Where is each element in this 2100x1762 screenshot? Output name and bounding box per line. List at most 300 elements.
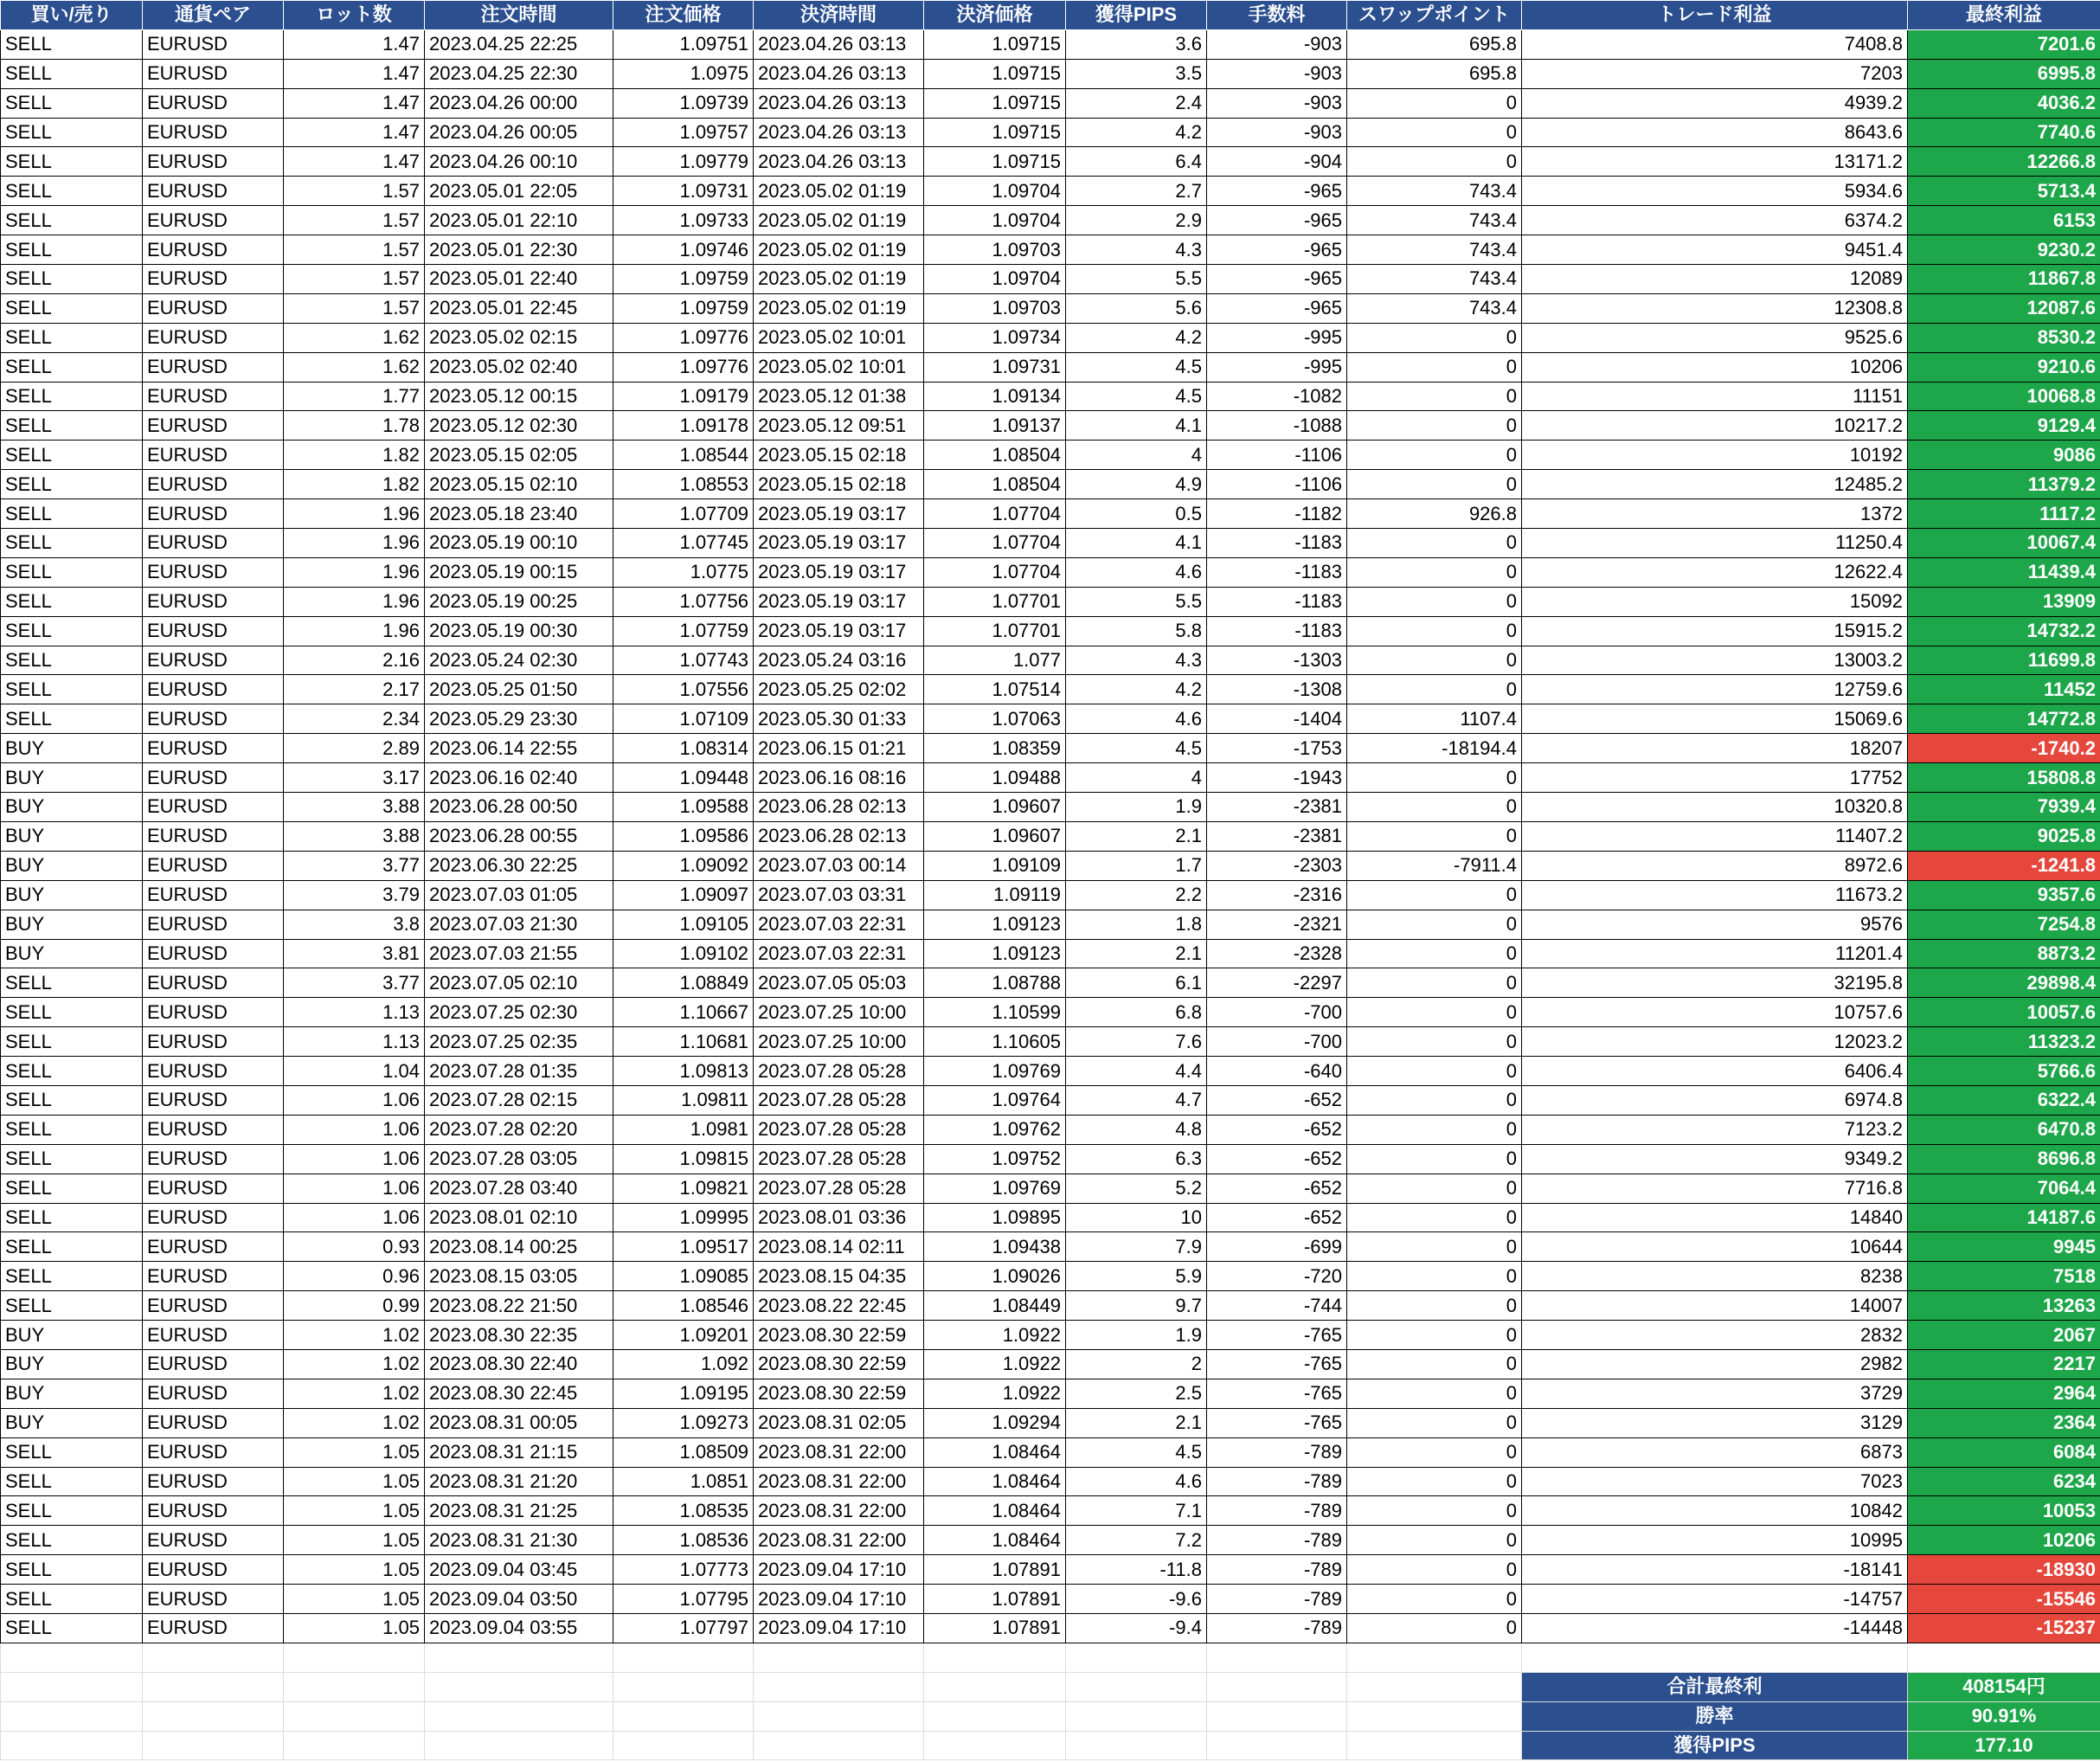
table-cell[interactable]: 2023.05.15 02:18	[754, 440, 924, 470]
table-cell[interactable]: 1.07701	[924, 616, 1066, 646]
table-cell[interactable]: -720	[1207, 1262, 1347, 1291]
table-cell[interactable]: -789	[1207, 1585, 1347, 1614]
empty-cell[interactable]	[1207, 1672, 1347, 1701]
table-cell[interactable]: 7.1	[1066, 1496, 1207, 1526]
table-cell[interactable]: 1.09752	[924, 1144, 1066, 1174]
table-cell[interactable]: EURUSD	[143, 1613, 284, 1643]
table-cell[interactable]: 1.08464	[924, 1437, 1066, 1467]
table-cell[interactable]: 1.09119	[924, 880, 1066, 910]
table-cell[interactable]: 2023.07.28 05:28	[754, 1115, 924, 1144]
table-cell[interactable]: 4	[1066, 763, 1207, 793]
final-profit-cell[interactable]: 6470.8	[1908, 1115, 2100, 1144]
table-cell[interactable]: 2023.05.01 22:45	[425, 293, 613, 323]
final-profit-cell[interactable]: 10068.8	[1908, 382, 2100, 411]
table-cell[interactable]: -903	[1207, 88, 1347, 118]
table-cell[interactable]: -965	[1207, 177, 1347, 206]
table-cell[interactable]: 1.07773	[613, 1555, 754, 1585]
table-cell[interactable]: 0	[1347, 1115, 1522, 1144]
table-cell[interactable]: SELL	[1, 1613, 143, 1643]
table-cell[interactable]: 1.09588	[613, 793, 754, 822]
table-cell[interactable]: 1.07891	[924, 1613, 1066, 1643]
final-profit-cell[interactable]: 12087.6	[1908, 293, 2100, 323]
table-cell[interactable]: 1.06	[284, 1115, 425, 1144]
table-cell[interactable]: 2023.05.19 00:30	[425, 616, 613, 646]
table-cell[interactable]: 7203	[1522, 59, 1908, 88]
table-cell[interactable]: 2023.05.02 02:15	[425, 323, 613, 352]
table-cell[interactable]: EURUSD	[143, 323, 284, 352]
table-cell[interactable]: 9.7	[1066, 1291, 1207, 1321]
final-profit-cell[interactable]: -1740.2	[1908, 734, 2100, 763]
table-cell[interactable]: 0	[1347, 1057, 1522, 1086]
table-cell[interactable]: 11201.4	[1522, 939, 1908, 968]
table-cell[interactable]: SELL	[1, 1467, 143, 1496]
table-cell[interactable]: 1.09294	[924, 1408, 1066, 1437]
table-cell[interactable]: BUY	[1, 1408, 143, 1437]
table-cell[interactable]: 1.09026	[924, 1262, 1066, 1291]
table-cell[interactable]: EURUSD	[143, 235, 284, 265]
empty-cell[interactable]	[1347, 1701, 1522, 1731]
table-cell[interactable]: 1.09586	[613, 821, 754, 851]
table-cell[interactable]: EURUSD	[143, 1144, 284, 1174]
final-profit-cell[interactable]: 11699.8	[1908, 646, 2100, 675]
table-cell[interactable]: 0	[1347, 1496, 1522, 1526]
table-cell[interactable]: 2023.07.03 21:55	[425, 939, 613, 968]
table-cell[interactable]: BUY	[1, 1349, 143, 1379]
table-cell[interactable]: 2023.08.14 02:11	[754, 1232, 924, 1262]
table-cell[interactable]: 1.0922	[924, 1321, 1066, 1350]
table-cell[interactable]: 2023.07.28 05:28	[754, 1144, 924, 1174]
empty-cell[interactable]	[1347, 1672, 1522, 1701]
table-cell[interactable]: EURUSD	[143, 557, 284, 587]
table-cell[interactable]: 4.2	[1066, 323, 1207, 352]
table-cell[interactable]: -765	[1207, 1349, 1347, 1379]
final-profit-cell[interactable]: 9086	[1908, 440, 2100, 470]
table-cell[interactable]: 15915.2	[1522, 616, 1908, 646]
table-cell[interactable]: 2023.06.16 02:40	[425, 763, 613, 793]
empty-cell[interactable]	[1347, 1643, 1522, 1672]
table-cell[interactable]: 1.47	[284, 88, 425, 118]
empty-cell[interactable]	[754, 1643, 924, 1672]
empty-cell[interactable]	[1908, 1643, 2100, 1672]
table-cell[interactable]: 1.04	[284, 1057, 425, 1086]
table-cell[interactable]: -765	[1207, 1408, 1347, 1437]
table-cell[interactable]: -700	[1207, 998, 1347, 1027]
empty-cell[interactable]	[1522, 1643, 1908, 1672]
table-cell[interactable]: 12759.6	[1522, 675, 1908, 704]
table-cell[interactable]: EURUSD	[143, 529, 284, 558]
table-cell[interactable]: 10192	[1522, 440, 1908, 470]
table-cell[interactable]: 2023.05.19 00:15	[425, 557, 613, 587]
table-cell[interactable]: 1.62	[284, 323, 425, 352]
table-cell[interactable]: 1.09085	[613, 1262, 754, 1291]
table-cell[interactable]: 1.09769	[924, 1174, 1066, 1203]
table-cell[interactable]: 7.6	[1066, 1027, 1207, 1057]
table-cell[interactable]: 1.07891	[924, 1555, 1066, 1585]
table-cell[interactable]: 1.09776	[613, 352, 754, 382]
table-cell[interactable]: 0	[1347, 147, 1522, 177]
table-cell[interactable]: 1.09438	[924, 1232, 1066, 1262]
table-cell[interactable]: 743.4	[1347, 265, 1522, 294]
table-cell[interactable]: EURUSD	[143, 968, 284, 998]
table-cell[interactable]: 1.08464	[924, 1467, 1066, 1496]
table-cell[interactable]: EURUSD	[143, 1526, 284, 1555]
table-cell[interactable]: 3.6	[1066, 29, 1207, 59]
table-cell[interactable]: 2023.08.31 21:20	[425, 1467, 613, 1496]
table-cell[interactable]: 10757.6	[1522, 998, 1908, 1027]
table-cell[interactable]: 1.08314	[613, 734, 754, 763]
empty-cell[interactable]	[425, 1643, 613, 1672]
table-cell[interactable]: 2023.04.26 00:05	[425, 118, 613, 147]
table-cell[interactable]: 2023.08.30 22:59	[754, 1379, 924, 1408]
table-cell[interactable]: 0	[1347, 88, 1522, 118]
table-cell[interactable]: -1308	[1207, 675, 1347, 704]
table-cell[interactable]: 0	[1347, 440, 1522, 470]
table-cell[interactable]: EURUSD	[143, 880, 284, 910]
empty-cell[interactable]	[1207, 1643, 1347, 1672]
table-cell[interactable]: -18141	[1522, 1555, 1908, 1585]
final-profit-cell[interactable]: -15237	[1908, 1613, 2100, 1643]
table-cell[interactable]: EURUSD	[143, 587, 284, 616]
table-cell[interactable]: -9.4	[1066, 1613, 1207, 1643]
final-profit-cell[interactable]: 12266.8	[1908, 147, 2100, 177]
table-cell[interactable]: SELL	[1, 235, 143, 265]
final-profit-cell[interactable]: 15808.8	[1908, 763, 2100, 793]
empty-cell[interactable]	[284, 1731, 425, 1760]
table-cell[interactable]: 1.07743	[613, 646, 754, 675]
table-cell[interactable]: 1.02	[284, 1379, 425, 1408]
summary-value[interactable]: 90.91%	[1908, 1701, 2100, 1731]
table-cell[interactable]: 1.09895	[924, 1203, 1066, 1232]
empty-cell[interactable]	[425, 1701, 613, 1731]
final-profit-cell[interactable]: 5766.6	[1908, 1057, 2100, 1086]
table-cell[interactable]: 1.08504	[924, 470, 1066, 499]
table-cell[interactable]: 2023.07.25 10:00	[754, 1027, 924, 1057]
table-cell[interactable]: BUY	[1, 821, 143, 851]
table-cell[interactable]: 2023.05.02 02:40	[425, 352, 613, 382]
table-cell[interactable]: 7123.2	[1522, 1115, 1908, 1144]
table-cell[interactable]: 2.7	[1066, 177, 1207, 206]
table-cell[interactable]: 1.09517	[613, 1232, 754, 1262]
table-cell[interactable]: 1.08464	[924, 1526, 1066, 1555]
table-cell[interactable]: 0.96	[284, 1262, 425, 1291]
table-cell[interactable]: 2023.04.26 03:13	[754, 147, 924, 177]
table-cell[interactable]: -789	[1207, 1613, 1347, 1643]
table-cell[interactable]: 10320.8	[1522, 793, 1908, 822]
empty-cell[interactable]	[613, 1672, 754, 1701]
table-cell[interactable]: EURUSD	[143, 998, 284, 1027]
table-cell[interactable]: 0.93	[284, 1232, 425, 1262]
table-cell[interactable]: 2023.09.04 17:10	[754, 1613, 924, 1643]
table-cell[interactable]: EURUSD	[143, 470, 284, 499]
table-cell[interactable]: 2023.05.02 10:01	[754, 323, 924, 352]
table-cell[interactable]: SELL	[1, 1144, 143, 1174]
table-cell[interactable]: 2023.09.04 17:10	[754, 1555, 924, 1585]
table-cell[interactable]: SELL	[1, 1437, 143, 1467]
table-cell[interactable]: EURUSD	[143, 1321, 284, 1350]
table-cell[interactable]: BUY	[1, 793, 143, 822]
table-cell[interactable]: EURUSD	[143, 440, 284, 470]
empty-cell[interactable]	[613, 1731, 754, 1760]
table-cell[interactable]: 1.07795	[613, 1585, 754, 1614]
table-cell[interactable]: 1.13	[284, 998, 425, 1027]
table-cell[interactable]: 2023.07.28 05:28	[754, 1085, 924, 1115]
table-cell[interactable]: -1183	[1207, 587, 1347, 616]
empty-cell[interactable]	[924, 1701, 1066, 1731]
table-cell[interactable]: 2023.05.02 01:19	[754, 235, 924, 265]
table-cell[interactable]: 743.4	[1347, 293, 1522, 323]
table-cell[interactable]: 1.08553	[613, 470, 754, 499]
table-cell[interactable]: 14840	[1522, 1203, 1908, 1232]
table-cell[interactable]: EURUSD	[143, 1555, 284, 1585]
empty-cell[interactable]	[1066, 1731, 1207, 1760]
table-cell[interactable]: 0	[1347, 1321, 1522, 1350]
table-cell[interactable]: -11.8	[1066, 1555, 1207, 1585]
table-cell[interactable]: 2023.07.28 02:20	[425, 1115, 613, 1144]
table-cell[interactable]: 10217.2	[1522, 411, 1908, 440]
table-cell[interactable]: 2023.05.19 00:10	[425, 529, 613, 558]
table-cell[interactable]: 3.77	[284, 851, 425, 880]
table-cell[interactable]: -2297	[1207, 968, 1347, 998]
table-cell[interactable]: 6406.4	[1522, 1057, 1908, 1086]
table-cell[interactable]: 5.6	[1066, 293, 1207, 323]
table-cell[interactable]: 0	[1347, 763, 1522, 793]
table-cell[interactable]: 8643.6	[1522, 118, 1908, 147]
table-cell[interactable]: 2023.08.30 22:45	[425, 1379, 613, 1408]
table-cell[interactable]: 13003.2	[1522, 646, 1908, 675]
table-cell[interactable]: SELL	[1, 1115, 143, 1144]
table-cell[interactable]: -1753	[1207, 734, 1347, 763]
table-cell[interactable]: SELL	[1, 1203, 143, 1232]
table-cell[interactable]: 2.17	[284, 675, 425, 704]
table-cell[interactable]: 1.09134	[924, 382, 1066, 411]
table-cell[interactable]: SELL	[1, 470, 143, 499]
table-cell[interactable]: 0	[1347, 1232, 1522, 1262]
table-cell[interactable]: 1.08504	[924, 440, 1066, 470]
table-cell[interactable]: -965	[1207, 206, 1347, 235]
table-cell[interactable]: SELL	[1, 59, 143, 88]
column-header[interactable]: 注文価格	[613, 1, 754, 30]
table-cell[interactable]: -789	[1207, 1467, 1347, 1496]
table-cell[interactable]: EURUSD	[143, 1291, 284, 1321]
table-cell[interactable]: 1.08849	[613, 968, 754, 998]
table-cell[interactable]: SELL	[1, 1085, 143, 1115]
column-header[interactable]: 決済価格	[924, 1, 1066, 30]
table-cell[interactable]: 1.09715	[924, 88, 1066, 118]
table-cell[interactable]: 1.0922	[924, 1379, 1066, 1408]
table-cell[interactable]: 1.09195	[613, 1379, 754, 1408]
table-cell[interactable]: 4.5	[1066, 382, 1207, 411]
table-cell[interactable]: 2023.08.31 21:25	[425, 1496, 613, 1526]
table-cell[interactable]: 13171.2	[1522, 147, 1908, 177]
table-cell[interactable]: 695.8	[1347, 59, 1522, 88]
table-cell[interactable]: -700	[1207, 1027, 1347, 1057]
table-cell[interactable]: 2023.06.28 00:50	[425, 793, 613, 822]
table-cell[interactable]: 2023.04.26 00:10	[425, 147, 613, 177]
table-cell[interactable]: SELL	[1, 704, 143, 734]
final-profit-cell[interactable]: 9230.2	[1908, 235, 2100, 265]
table-cell[interactable]: -1106	[1207, 470, 1347, 499]
final-profit-cell[interactable]: 9129.4	[1908, 411, 2100, 440]
table-cell[interactable]: 2023.06.15 01:21	[754, 734, 924, 763]
table-cell[interactable]: -9.6	[1066, 1585, 1207, 1614]
table-cell[interactable]: 1.09715	[924, 118, 1066, 147]
table-cell[interactable]: 4.8	[1066, 1115, 1207, 1144]
table-cell[interactable]: 1.07556	[613, 675, 754, 704]
table-cell[interactable]: -789	[1207, 1437, 1347, 1467]
table-cell[interactable]: 2023.05.12 09:51	[754, 411, 924, 440]
table-cell[interactable]: 1.09097	[613, 880, 754, 910]
table-cell[interactable]: 2023.07.03 00:14	[754, 851, 924, 880]
table-cell[interactable]: EURUSD	[143, 293, 284, 323]
table-cell[interactable]: SELL	[1, 382, 143, 411]
table-cell[interactable]: 2023.05.19 00:25	[425, 587, 613, 616]
table-cell[interactable]: 1.47	[284, 118, 425, 147]
table-cell[interactable]: 0	[1347, 1613, 1522, 1643]
table-cell[interactable]: BUY	[1, 880, 143, 910]
table-cell[interactable]: EURUSD	[143, 1027, 284, 1057]
table-cell[interactable]: 1.09704	[924, 265, 1066, 294]
table-cell[interactable]: 1.07701	[924, 587, 1066, 616]
table-cell[interactable]: -765	[1207, 1379, 1347, 1408]
table-cell[interactable]: 1.09123	[924, 939, 1066, 968]
table-cell[interactable]: 1.07063	[924, 704, 1066, 734]
empty-cell[interactable]	[143, 1701, 284, 1731]
summary-label[interactable]: 獲得PIPS	[1522, 1731, 1908, 1760]
table-cell[interactable]: 2023.07.03 21:30	[425, 910, 613, 939]
table-cell[interactable]: 1.82	[284, 470, 425, 499]
final-profit-cell[interactable]: 1117.2	[1908, 499, 2100, 529]
table-cell[interactable]: 1.10681	[613, 1027, 754, 1057]
table-cell[interactable]: BUY	[1, 910, 143, 939]
table-cell[interactable]: EURUSD	[143, 763, 284, 793]
table-cell[interactable]: 10	[1066, 1203, 1207, 1232]
table-cell[interactable]: EURUSD	[143, 88, 284, 118]
table-cell[interactable]: SELL	[1, 206, 143, 235]
table-cell[interactable]: EURUSD	[143, 1467, 284, 1496]
table-cell[interactable]: 1.02	[284, 1408, 425, 1437]
table-cell[interactable]: 14007	[1522, 1291, 1908, 1321]
table-cell[interactable]: 1.08536	[613, 1526, 754, 1555]
final-profit-cell[interactable]: 8696.8	[1908, 1144, 2100, 1174]
final-profit-cell[interactable]: 9210.6	[1908, 352, 2100, 382]
empty-cell[interactable]	[425, 1672, 613, 1701]
table-cell[interactable]: SELL	[1, 323, 143, 352]
table-cell[interactable]: SELL	[1, 675, 143, 704]
table-cell[interactable]: SELL	[1, 265, 143, 294]
table-cell[interactable]: 6.1	[1066, 968, 1207, 998]
summary-label[interactable]: 勝率	[1522, 1701, 1908, 1731]
table-cell[interactable]: 2023.09.04 03:45	[425, 1555, 613, 1585]
table-cell[interactable]: 12622.4	[1522, 557, 1908, 587]
table-cell[interactable]: 2023.05.15 02:05	[425, 440, 613, 470]
table-cell[interactable]: -903	[1207, 29, 1347, 59]
table-cell[interactable]: 2023.08.31 02:05	[754, 1408, 924, 1437]
table-cell[interactable]: -1183	[1207, 616, 1347, 646]
table-cell[interactable]: 0	[1347, 1467, 1522, 1496]
table-cell[interactable]: EURUSD	[143, 1174, 284, 1203]
table-cell[interactable]: EURUSD	[143, 265, 284, 294]
table-cell[interactable]: 2023.07.28 05:28	[754, 1174, 924, 1203]
table-cell[interactable]: 4	[1066, 440, 1207, 470]
table-cell[interactable]: -18194.4	[1347, 734, 1522, 763]
table-cell[interactable]: -2321	[1207, 910, 1347, 939]
table-cell[interactable]: -2303	[1207, 851, 1347, 880]
table-cell[interactable]: 0	[1347, 411, 1522, 440]
table-cell[interactable]: 1.09779	[613, 147, 754, 177]
table-cell[interactable]: 0	[1347, 1262, 1522, 1291]
table-cell[interactable]: 1.09764	[924, 1085, 1066, 1115]
table-cell[interactable]: BUY	[1, 939, 143, 968]
table-cell[interactable]: 0	[1347, 1349, 1522, 1379]
table-cell[interactable]: 1.57	[284, 177, 425, 206]
table-cell[interactable]: 4.6	[1066, 1467, 1207, 1496]
table-cell[interactable]: 1.07109	[613, 704, 754, 734]
table-cell[interactable]: 4.5	[1066, 734, 1207, 763]
table-cell[interactable]: 1.09731	[613, 177, 754, 206]
table-cell[interactable]: 2023.08.22 22:45	[754, 1291, 924, 1321]
table-cell[interactable]: -789	[1207, 1496, 1347, 1526]
table-cell[interactable]: -2328	[1207, 939, 1347, 968]
table-cell[interactable]: 2023.06.28 02:13	[754, 821, 924, 851]
table-cell[interactable]: 10644	[1522, 1232, 1908, 1262]
final-profit-cell[interactable]: 11867.8	[1908, 265, 2100, 294]
final-profit-cell[interactable]: 2067	[1908, 1321, 2100, 1350]
summary-label[interactable]: 合計最終利	[1522, 1672, 1908, 1701]
table-cell[interactable]: 4.2	[1066, 675, 1207, 704]
table-cell[interactable]: 3729	[1522, 1379, 1908, 1408]
table-cell[interactable]: 4.7	[1066, 1085, 1207, 1115]
table-cell[interactable]: 1.96	[284, 616, 425, 646]
table-cell[interactable]: 3.8	[284, 910, 425, 939]
table-cell[interactable]: 5.5	[1066, 265, 1207, 294]
table-cell[interactable]: 1.09757	[613, 118, 754, 147]
table-cell[interactable]: 2.1	[1066, 821, 1207, 851]
table-cell[interactable]: -2381	[1207, 821, 1347, 851]
final-profit-cell[interactable]: 7254.8	[1908, 910, 2100, 939]
table-cell[interactable]: 2023.08.31 21:30	[425, 1526, 613, 1555]
table-cell[interactable]: EURUSD	[143, 1349, 284, 1379]
table-cell[interactable]: 1.10667	[613, 998, 754, 1027]
table-cell[interactable]: 1.09488	[924, 763, 1066, 793]
final-profit-cell[interactable]: 14772.8	[1908, 704, 2100, 734]
table-cell[interactable]: 4.2	[1066, 118, 1207, 147]
table-cell[interactable]: 4.5	[1066, 352, 1207, 382]
table-cell[interactable]: -652	[1207, 1085, 1347, 1115]
table-cell[interactable]: 2023.07.25 02:35	[425, 1027, 613, 1057]
table-cell[interactable]: 0	[1347, 616, 1522, 646]
table-cell[interactable]: EURUSD	[143, 1085, 284, 1115]
table-cell[interactable]: 4.1	[1066, 529, 1207, 558]
final-profit-cell[interactable]: 14732.2	[1908, 616, 2100, 646]
table-cell[interactable]: 8972.6	[1522, 851, 1908, 880]
table-cell[interactable]: -1106	[1207, 440, 1347, 470]
table-cell[interactable]: 1.05	[284, 1555, 425, 1585]
final-profit-cell[interactable]: 29898.4	[1908, 968, 2100, 998]
table-cell[interactable]: 2023.09.04 03:50	[425, 1585, 613, 1614]
table-cell[interactable]: 18207	[1522, 734, 1908, 763]
table-cell[interactable]: 1.02	[284, 1349, 425, 1379]
table-cell[interactable]: SELL	[1, 88, 143, 118]
table-cell[interactable]: 6.8	[1066, 998, 1207, 1027]
column-header[interactable]: 通貨ペア	[143, 1, 284, 30]
table-cell[interactable]: EURUSD	[143, 1057, 284, 1086]
table-cell[interactable]: 2023.05.01 22:10	[425, 206, 613, 235]
table-cell[interactable]: -1088	[1207, 411, 1347, 440]
table-cell[interactable]: 1.07759	[613, 616, 754, 646]
table-cell[interactable]: SELL	[1, 616, 143, 646]
empty-cell[interactable]	[1066, 1701, 1207, 1731]
final-profit-cell[interactable]: 5713.4	[1908, 177, 2100, 206]
